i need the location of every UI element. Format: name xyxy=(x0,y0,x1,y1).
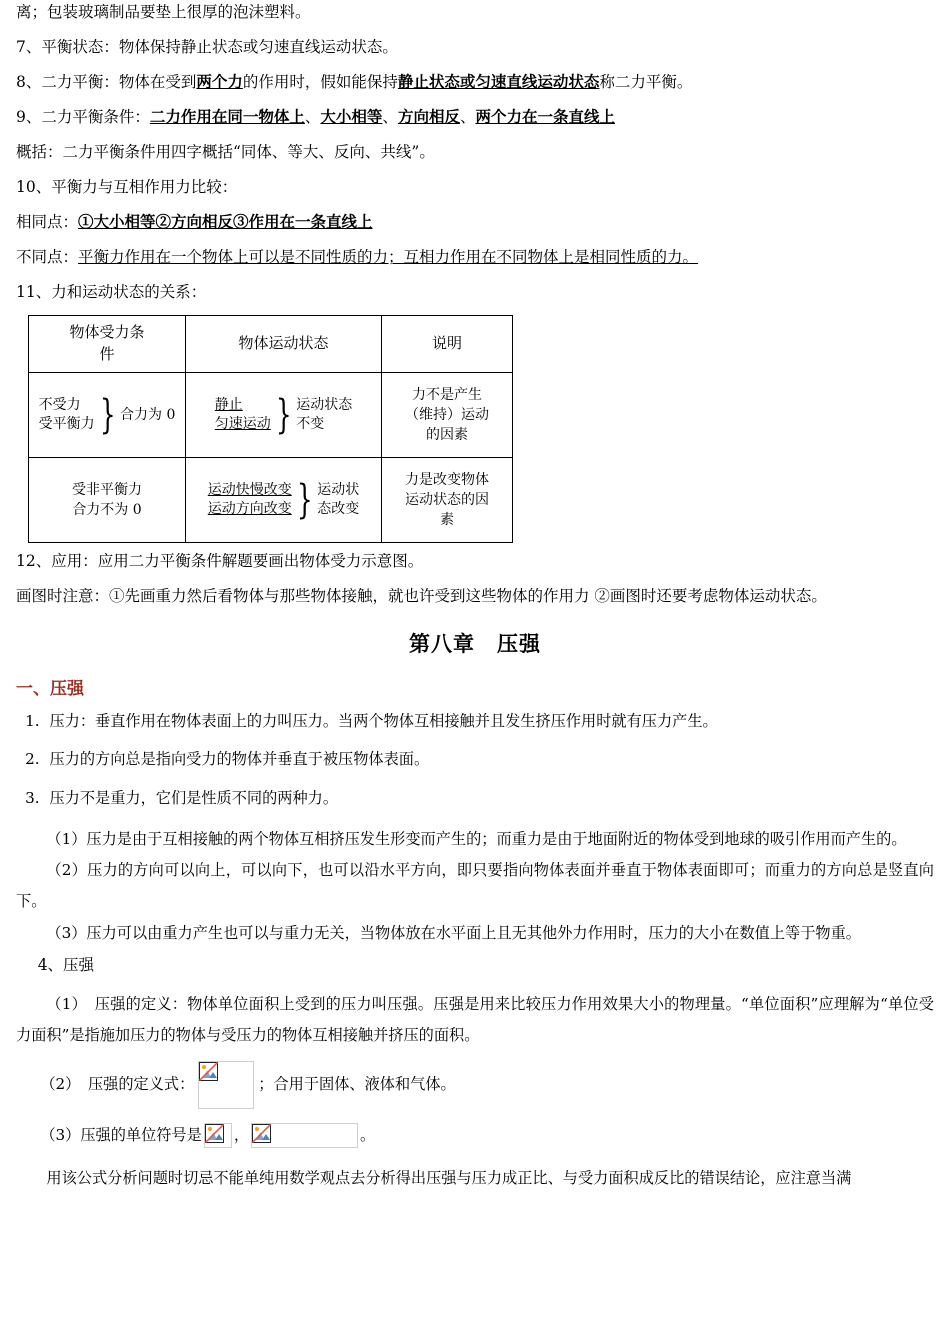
list-item-text: 压力的方向总是指向受力的物体并垂直于被压物体表面。 xyxy=(49,750,430,769)
row1-col2-result-line2: 不变 xyxy=(296,416,325,433)
row2-motion-state xyxy=(186,458,382,543)
item-9-separator-3: 、 xyxy=(459,108,476,127)
item-7-prefix: 7、平衡状态： xyxy=(16,38,119,57)
row1-col3-line2: （维持）运动 xyxy=(405,406,489,423)
header-col1-line2: 件 xyxy=(99,345,115,364)
row2-col1-line2: 合力不为 0 xyxy=(72,502,142,519)
paragraph-drawing-note: 画图时注意：①先画重力然后看物体与那些物体接触，就也许受到这些物体的作用力 ②画图时还要考虑物体运动状态。 xyxy=(16,587,827,606)
row1-col2-line1: 静止 xyxy=(214,397,243,414)
unit-prefix: （3）压强的单位符号是 xyxy=(40,1126,202,1145)
paragraph-item-4-definition: （1） 压强的定义：物体单位面积上受到的压力叫压强。压强是用来比较压力作用效果大小的物理量。“单位面积”应理解为“单位受力面积”是指施加压力的物体与受压力的物体互相接触并挤压的面积。 xyxy=(16,994,934,1044)
row1-explanation xyxy=(382,373,513,458)
row2-col3-line3: 素 xyxy=(440,512,454,529)
broken-image-glyph xyxy=(205,1124,224,1143)
row2-col1-line1: 受非平衡力 xyxy=(72,481,142,498)
paragraph-summary: 概括：二力平衡条件用四字概括“同体、等大、反向、共线”。 xyxy=(16,143,435,162)
item-8-emphasis-1: 两个力 xyxy=(196,72,243,92)
unit-separator: ， xyxy=(233,1126,250,1145)
item-9-condition-1: 二力作用在同一物体上 xyxy=(149,107,305,127)
different-points-emphasis: 平衡力作用在一个物体上可以是不同性质的力；互相力作用在不同物体上是相同性质的力。 xyxy=(78,248,699,267)
item-9-prefix: 9、二力平衡条件： xyxy=(16,108,150,127)
item-9-condition-3: 方向相反 xyxy=(397,107,460,127)
row2-col2-result-line2: 态改变 xyxy=(317,501,360,518)
item-7-text: 物体保持静止状态或匀速直线运动状态。 xyxy=(118,38,398,57)
same-points-prefix: 相同点： xyxy=(16,213,79,232)
same-points-emphasis: ①大小相等②方向相反③作用在一条直线上 xyxy=(78,212,373,232)
broken-image-glyph xyxy=(252,1124,271,1143)
table-header-force-condition xyxy=(29,316,186,373)
list-item-number: 1. xyxy=(25,712,40,731)
paragraph-sub-1: （1）压力是由于互相接触的两个物体互相挤压发生形变而产生的；而重力是由于地面附近的物体受到地球的吸引作用而产生的。 xyxy=(46,830,907,849)
broken-image-icon xyxy=(198,1061,254,1109)
row1-col2-line2: 匀速运动 xyxy=(214,416,271,433)
list-item xyxy=(16,709,934,733)
row2-force-condition xyxy=(29,458,186,543)
item-8-mid: 的作用时，假如能保持 xyxy=(242,73,398,92)
item-9-separator-1: 、 xyxy=(304,108,321,127)
paragraph-sub-3: （3）压力可以由重力产生也可以与重力无关，当物体放在水平面上且无其他外力作用时，压力的大小在数值上等于物重。 xyxy=(46,923,861,942)
paragraph-item-4-unit xyxy=(16,1123,934,1149)
item-8-suffix: 称二力平衡。 xyxy=(599,73,693,92)
brace-icon: } xyxy=(296,476,313,523)
paragraph-item-7 xyxy=(16,35,934,59)
different-points-prefix: 不同点： xyxy=(16,248,79,267)
unit-suffix: 。 xyxy=(360,1126,376,1145)
row2-col2-result-line1: 运动状 xyxy=(317,482,360,499)
item-8-prefix: 8、二力平衡：物体在受到 xyxy=(16,73,197,92)
row1-force-condition xyxy=(29,373,186,458)
table-header-row xyxy=(29,316,513,373)
paragraph-item-9 xyxy=(16,105,934,129)
broken-image-icon xyxy=(251,1123,358,1148)
list-item-number: 2. xyxy=(25,750,40,769)
item-9-separator-2: 、 xyxy=(382,108,398,127)
item-8-emphasis-2: 静止状态或匀速直线运动状态 xyxy=(397,72,600,92)
row2-explanation xyxy=(382,458,513,543)
item-9-condition-4: 两个力在一条直线上 xyxy=(475,107,615,127)
brace-icon: } xyxy=(275,391,292,438)
paragraph-item-12: 12、应用：应用二力平衡条件解题要画出物体受力示意图。 xyxy=(16,552,424,571)
paragraph-sub-2: （2）压力的方向可以向上，可以向下，也可以沿水平方向，即只要指向物体表面并垂直于物体表面即可；而重力的方向总是竖直向下。 xyxy=(16,861,934,911)
paragraph-continuation: 离；包装玻璃制品要垫上很厚的泡沫塑料。 xyxy=(16,3,311,21)
section-title-pressure: 一、压强 xyxy=(16,679,84,700)
formula-suffix: ；合用于固体、液体和气体。 xyxy=(258,1075,456,1094)
table-row xyxy=(29,373,513,458)
paragraph-item-8 xyxy=(16,70,934,94)
broken-image-icon xyxy=(204,1123,232,1148)
row2-col3-line1: 力是改变物体 xyxy=(405,471,489,488)
paragraph-item-11: 11、力和运动状态的关系： xyxy=(16,283,207,302)
list-item-number: 3. xyxy=(25,788,40,807)
list-item-text: 压力：垂直作用在物体表面上的力叫压力。当两个物体互相接触并且发生挤压作用时就有压力产生。 xyxy=(49,712,718,731)
list-item-text: 压力不是重力，它们是性质不同的两种力。 xyxy=(49,788,338,807)
list-item xyxy=(16,747,934,771)
paragraph-item-10: 10、平衡力与互相作用力比较： xyxy=(16,178,238,197)
paragraph-item-4-formula xyxy=(16,1061,934,1109)
row1-col3-line3: 的因素 xyxy=(426,427,468,444)
force-motion-relation-table xyxy=(28,315,513,543)
row2-col2-line1: 运动快慢改变 xyxy=(207,482,292,499)
row1-col2-result-line1: 运动状态 xyxy=(296,397,353,414)
table-header-explanation: 说明 xyxy=(382,316,513,373)
broken-image-glyph xyxy=(199,1062,218,1081)
row1-col1-line1: 不受力 xyxy=(38,397,81,414)
row1-col3-line1: 力不是产生 xyxy=(412,386,482,403)
row2-col3-line2: 运动状态的因 xyxy=(405,491,489,508)
row1-motion-state xyxy=(186,373,382,458)
brace-icon: } xyxy=(99,391,116,438)
chapter-title: 第八章 压强 xyxy=(409,632,541,657)
list-item xyxy=(16,786,934,810)
header-col1-line1: 物体受力条 xyxy=(69,323,145,342)
table-header-motion-state: 物体运动状态 xyxy=(186,316,382,373)
item-9-condition-2: 大小相等 xyxy=(320,107,383,127)
formula-prefix: （2） 压强的定义式： xyxy=(40,1075,195,1094)
row1-col1-line2: 受平衡力 xyxy=(38,416,95,433)
paragraph-same-points xyxy=(16,210,934,234)
row2-col2-line2: 运动方向改变 xyxy=(207,501,292,518)
paragraph-item-4-title: 4、压强 xyxy=(37,955,95,974)
row1-col1-result: 合力为 0 xyxy=(120,407,176,424)
table-row xyxy=(29,458,513,543)
paragraph-different-points xyxy=(16,245,934,269)
paragraph-closing: 用该公式分析问题时切忌不能单纯用数学观点去分析得出压强与压力成正比、与受力面积成反比的错误结论，应注意当满 xyxy=(46,1168,852,1187)
